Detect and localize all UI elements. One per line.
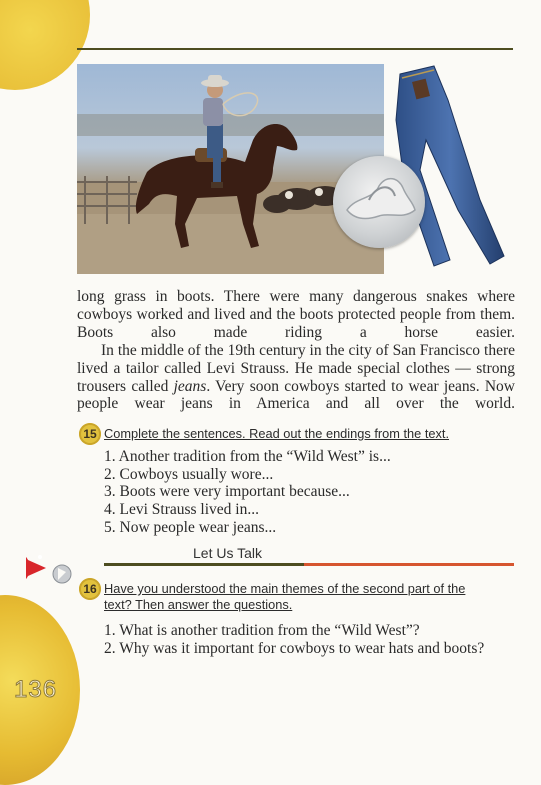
list-item: 5. Now people wear jeans... — [104, 518, 277, 536]
jeans-term: jeans — [173, 377, 207, 395]
paragraph-boots: long grass in boots. There were many dangerous snakes where cowboys worked and lived and the boots protected people from them. Boots also made riding a horse easier. — [77, 288, 515, 341]
section-rule — [104, 563, 514, 566]
exercise-16-instruction-line2: text? Then answer the questions. — [104, 597, 293, 612]
mascot-icon — [26, 548, 74, 588]
exercise-16-badge: 16 — [79, 578, 101, 600]
list-item: 3. Boots were very important because... — [104, 483, 350, 501]
exercise-16-instruction-line1: Have you understood the main themes of the second part of the — [104, 581, 466, 596]
cowboy-hat-icon — [333, 156, 425, 248]
list-item: 1. What is another tradition from the “Wild West”? — [104, 622, 420, 639]
exercise-15-list — [104, 448, 391, 537]
section-title: Let Us Talk — [193, 545, 262, 561]
exercise-15-instruction: Complete the sentences. Read out the endings from the text. — [104, 426, 450, 441]
exercise-15-badge: 15 — [79, 423, 101, 445]
cowboy-hat-image — [333, 156, 425, 248]
list-item: 2. Why was it important for cowboys to wear hats and boots? — [104, 639, 485, 657]
list-item: 4. Levi Strauss lived in... — [104, 501, 259, 519]
header-rule — [77, 48, 513, 50]
paragraph-levi-strauss: In the middle of the 19th century in the city of San Francisco there lived a tailor called Levi Strauss. He made special clothes — strong trousers called jeans. Very soon cowboys started to wear jeans. Now people wear jeans in America and all over the world. — [77, 342, 515, 413]
exercise-16-list — [104, 622, 516, 657]
page-number: 136 — [14, 676, 58, 703]
list-item: 1. Another tradition from the “Wild West” is... — [104, 448, 391, 465]
list-item: 2. Cowboys usually wore... — [104, 465, 274, 483]
